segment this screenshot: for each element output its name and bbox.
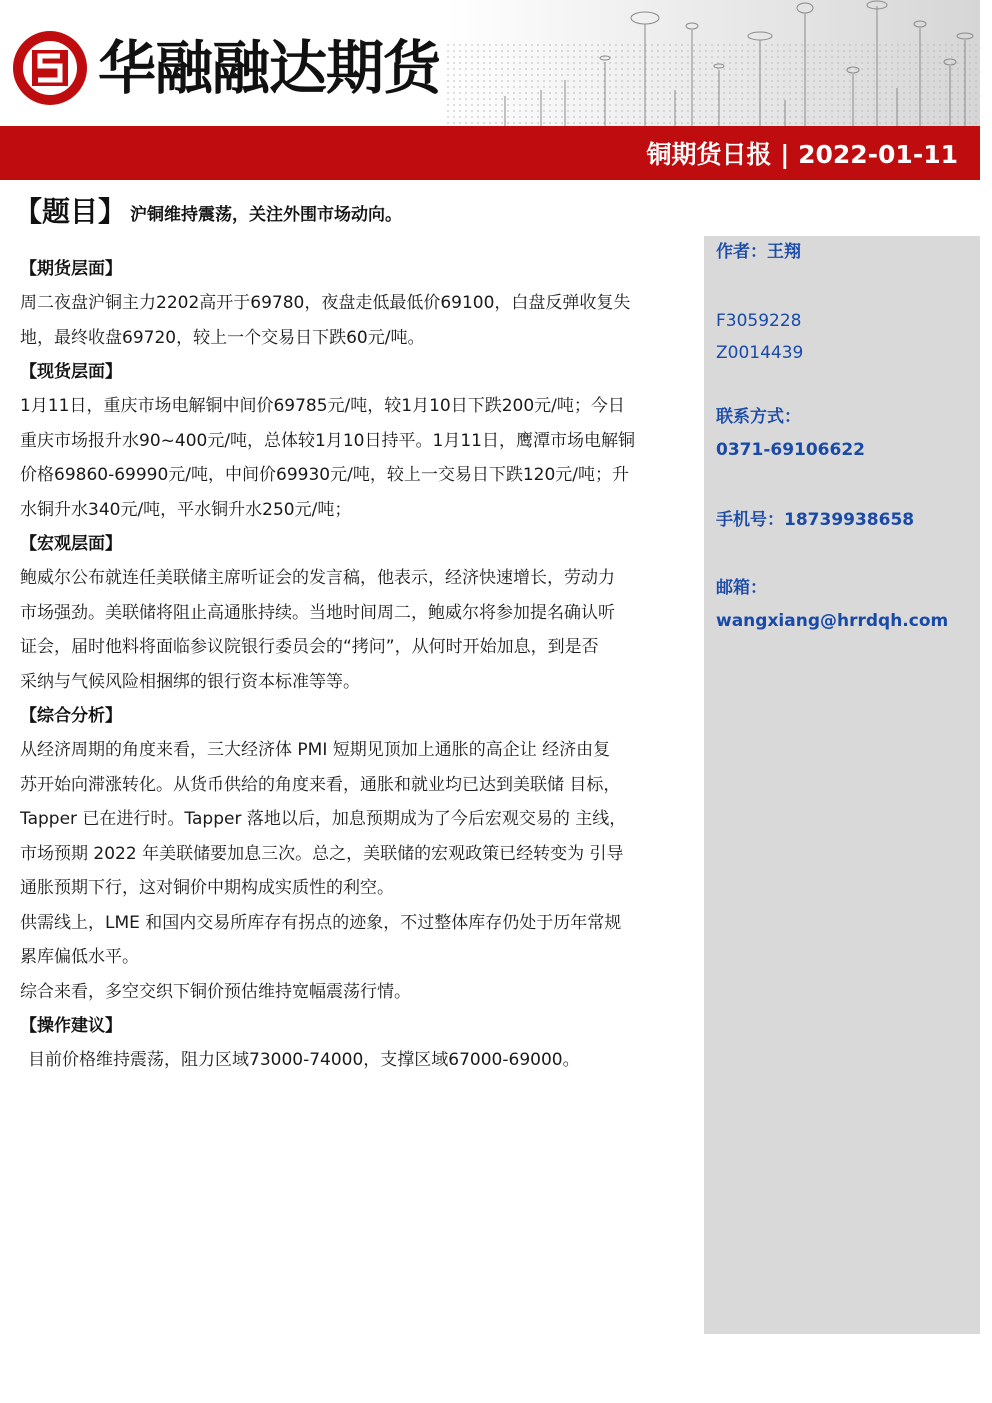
headline-title: 沪铜维持震荡，关注外围市场动向。 (130, 204, 403, 225)
email-address: wangxiang@hrrdqh.com (716, 611, 949, 631)
paragraph-line: Tapper 已在进行时。Tapper 落地以后，加息预期成为了今后宏观交易的 主线， (20, 809, 627, 829)
section-spot (20, 355, 692, 527)
mobile-number: 手机号：18739938658 (716, 510, 915, 530)
contact-label: 联系方式： (716, 407, 801, 427)
paragraph-line: 水铜升水340元/吨，平水铜升水250元/吨； (20, 499, 352, 520)
certificate-number: F3059228 (716, 311, 802, 331)
section-heading: 【操作建议】 (20, 1016, 122, 1036)
paragraph-line: 证会，届时他料将面临参议院银行委员会的“拷问”，从何时开始加息，到是否 (20, 637, 599, 657)
title-bar (0, 126, 980, 180)
section-analysis (20, 699, 692, 1009)
paragraph-line: 市场强劲。美联储将阻止高通胀持续。当地时间周二，鲍威尔将参加提名确认听 (20, 602, 615, 623)
paragraph-line: 从经济周期的角度来看，三大经济体 PMI 短期见顶加上通胀的高企让 经济由复 (20, 740, 611, 760)
author-name: 作者：王翔 (716, 242, 801, 262)
author-sidebar (704, 236, 980, 1334)
report-body (20, 252, 692, 1078)
paragraph-line: 重庆市场报升水90~400元/吨，总体较1月10日持平。1月11日，鹰潭市场电解铜 (20, 430, 635, 451)
report-title: 铜期货日报 | 2022-01-11 (646, 140, 958, 169)
paragraph-line: 鲍威尔公布就连任美联储主席听证会的发言稿，他表示，经济快速增长，劳动力 (20, 568, 615, 588)
section-advice (20, 1009, 692, 1078)
paragraph-line: 价格69860-69990元/吨，中间价69930元/吨，较上一交易日下跌120元/吨；升 (20, 465, 630, 485)
paragraph-line: 1月11日，重庆市场电解铜中间价69785元/吨，较1月10日下跌200元/吨；今日 (20, 396, 625, 416)
paragraph-line: 供需线上，LME 和国内交易所库存有拐点的迹象，不过整体库存仍处于历年常规 (20, 912, 622, 933)
company-logo-icon (10, 28, 90, 108)
header-decoration (445, 0, 980, 126)
paragraph-line: 通胀预期下行，这对铜价中期构成实质性的利空。 (20, 878, 394, 898)
section-macro (20, 527, 692, 699)
paragraph-line: 目前价格维持震荡，阻力区域73000-74000，支撑区域67000-69000。 (28, 1050, 580, 1070)
section-heading: 【期货层面】 (20, 259, 122, 279)
paragraph-line: 综合来看，多空交织下铜价预估维持宽幅震荡行情。 (20, 981, 411, 1002)
email-label: 邮箱： (716, 578, 767, 598)
certificate-number: Z0014439 (716, 343, 804, 363)
section-heading: 【现货层面】 (20, 362, 122, 382)
paragraph-line: 采纳与气候风险相捆绑的银行资本标准等等。 (20, 671, 360, 692)
section-heading: 【宏观层面】 (20, 534, 122, 554)
paragraph-line: 累库偏低水平。 (20, 947, 139, 967)
section-futures (20, 252, 692, 355)
paragraph-line: 地，最终收盘69720，较上一个交易日下跌60元/吨。 (20, 327, 425, 348)
contact-phone: 0371-69106622 (716, 440, 865, 460)
company-name: 华融融达期货 (98, 34, 441, 102)
report-header (0, 0, 992, 182)
paragraph-line: 市场预期 2022 年美联储要加息三次。总之，美联储的宏观政策已经转变为 引导 (20, 843, 624, 864)
section-heading: 【综合分析】 (20, 706, 122, 726)
headline (14, 190, 402, 230)
paragraph-line: 苏开始向滞涨转化。从货币供给的角度来看，通胀和就业均已达到美联储 目标， (20, 774, 621, 795)
headline-label: 【题目】 (14, 195, 127, 228)
paragraph-line: 周二夜盘沪铜主力2202高开于69780，夜盘走低最低价69100，白盘反弹收复失 (20, 293, 631, 313)
